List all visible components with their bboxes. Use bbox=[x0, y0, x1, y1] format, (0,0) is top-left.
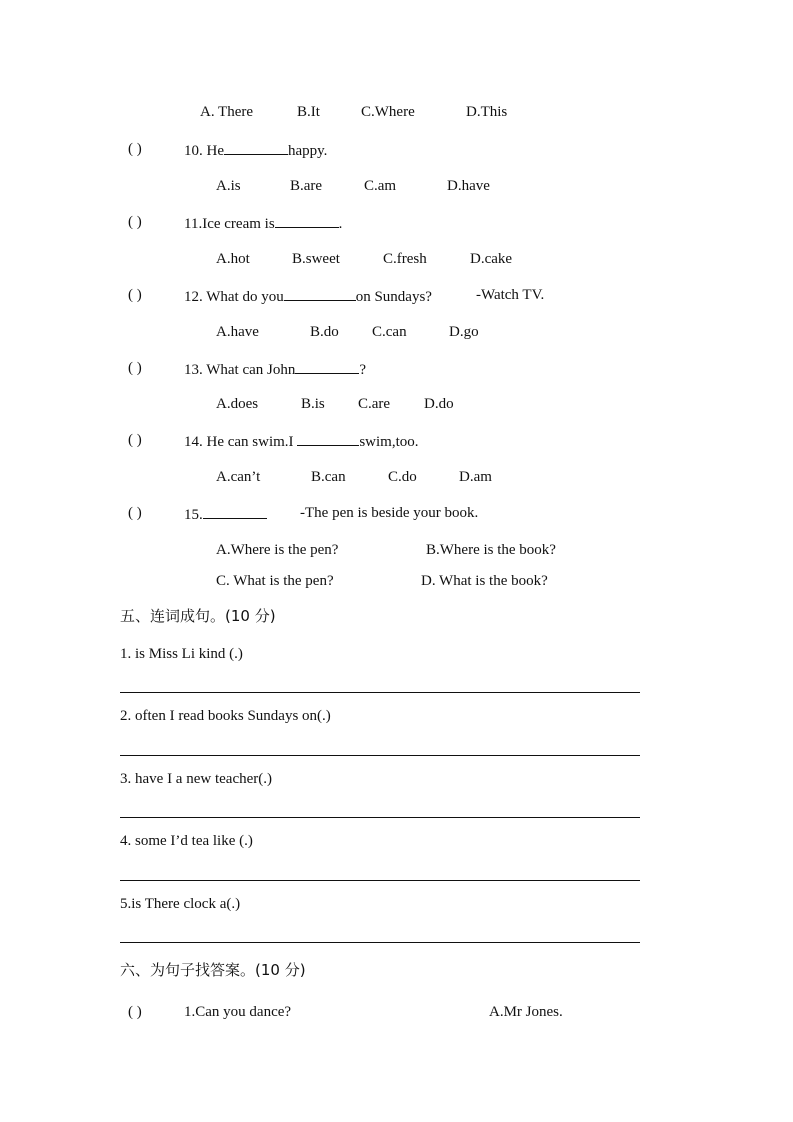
q10-option-b: B.are bbox=[290, 178, 323, 194]
q11-text-pre: Ice cream is bbox=[202, 216, 275, 232]
q12-option-d: D.go bbox=[449, 324, 479, 340]
q11-number: 11. bbox=[184, 216, 203, 232]
q11-question bbox=[184, 213, 342, 233]
q10-question bbox=[184, 140, 327, 160]
section6-q1-text: 1.Can you dance? bbox=[184, 1004, 292, 1020]
section5-item-3: 3. have I a new teacher(.) bbox=[120, 771, 272, 787]
q11-text-post: . bbox=[338, 216, 343, 232]
q14-option-b: B.can bbox=[311, 469, 346, 485]
q14-number: 14. bbox=[184, 434, 203, 450]
q11-option-b: B.sweet bbox=[292, 251, 340, 267]
section5-answer-line-4[interactable] bbox=[120, 880, 640, 881]
q13-question bbox=[184, 359, 366, 379]
q15-response: -The pen is beside your book. bbox=[300, 505, 479, 521]
q12-option-a: A.have bbox=[216, 324, 259, 340]
section6-title: 六、为句子找答案。(10 分) bbox=[120, 961, 306, 979]
q13-option-c: C.are bbox=[358, 396, 391, 412]
q15-answer-paren[interactable]: ( ) bbox=[128, 505, 142, 521]
q10-option-c: C.am bbox=[364, 178, 397, 194]
q11-blank[interactable] bbox=[275, 213, 339, 228]
q13-blank[interactable] bbox=[295, 359, 359, 374]
q12-blank[interactable] bbox=[284, 286, 356, 301]
section5-answer-line-1[interactable] bbox=[120, 692, 640, 693]
q14-question bbox=[184, 431, 419, 451]
q12-response: -Watch TV. bbox=[476, 287, 545, 303]
q11-option-d: D.cake bbox=[470, 251, 513, 267]
q11-option-c: C.fresh bbox=[383, 251, 427, 267]
q12-number: 12. bbox=[184, 289, 203, 305]
q14-text-post: swim,too. bbox=[359, 434, 419, 450]
q14-blank[interactable] bbox=[297, 431, 359, 446]
section6-match-a: A.Mr Jones. bbox=[489, 1004, 563, 1020]
section5-item-5: 5.is There clock a(.) bbox=[120, 896, 241, 912]
q9-option-a: A. There bbox=[200, 104, 254, 120]
q13-text-pre: What can John bbox=[206, 362, 296, 378]
q14-text-pre: He can swim.I bbox=[206, 434, 294, 450]
q15-option-b: B.Where is the book? bbox=[426, 542, 556, 558]
q14-answer-paren[interactable]: ( ) bbox=[128, 432, 142, 448]
q15-option-c: C. What is the pen? bbox=[216, 573, 334, 589]
section5-answer-line-2[interactable] bbox=[120, 755, 640, 756]
section5-title: 五、连词成句。(10 分) bbox=[120, 607, 276, 625]
q9-option-d: D.This bbox=[466, 104, 508, 120]
q10-answer-paren[interactable]: ( ) bbox=[128, 141, 142, 157]
section6-q1-answer-paren[interactable]: ( ) bbox=[128, 1004, 142, 1020]
q9-option-c: C.Where bbox=[361, 104, 415, 120]
q13-answer-paren[interactable]: ( ) bbox=[128, 360, 142, 376]
q10-text-post: happy. bbox=[288, 143, 328, 159]
q10-blank[interactable] bbox=[224, 140, 288, 155]
q14-option-c: C.do bbox=[388, 469, 417, 485]
q10-option-a: A.is bbox=[216, 178, 241, 194]
q13-option-d: D.do bbox=[424, 396, 454, 412]
q14-option-a: A.can’t bbox=[216, 469, 261, 485]
q9-option-b: B.It bbox=[297, 104, 320, 120]
section5-item-2: 2. often I read books Sundays on(.) bbox=[120, 708, 331, 724]
q10-number: 10. bbox=[184, 143, 203, 159]
q13-option-a: A.does bbox=[216, 396, 259, 412]
q12-answer-paren[interactable]: ( ) bbox=[128, 287, 142, 303]
q12-option-c: C.can bbox=[372, 324, 407, 340]
q14-option-d: D.am bbox=[459, 469, 492, 485]
section5-answer-line-5[interactable] bbox=[120, 942, 640, 943]
q10-option-d: D.have bbox=[447, 178, 490, 194]
section5-item-4: 4. some I’d tea like (.) bbox=[120, 833, 253, 849]
q12-option-b: B.do bbox=[310, 324, 339, 340]
q13-text-post: ? bbox=[359, 362, 367, 378]
q12-question bbox=[184, 286, 432, 306]
q15-blank[interactable] bbox=[203, 504, 267, 519]
q11-option-a: A.hot bbox=[216, 251, 250, 267]
q15-option-a: A.Where is the pen? bbox=[216, 542, 339, 558]
q13-number: 13. bbox=[184, 362, 203, 378]
q15-number: 15. bbox=[184, 507, 203, 523]
q10-text-pre: He bbox=[206, 143, 224, 159]
q13-option-b: B.is bbox=[301, 396, 325, 412]
q12-text-post: on Sundays? bbox=[355, 289, 432, 305]
section5-item-1: 1. is Miss Li kind (.) bbox=[120, 646, 243, 662]
q11-answer-paren[interactable]: ( ) bbox=[128, 214, 142, 230]
q15-option-d: D. What is the book? bbox=[421, 573, 548, 589]
section5-answer-line-3[interactable] bbox=[120, 817, 640, 818]
q15-question bbox=[184, 504, 267, 524]
q12-text-pre: What do you bbox=[206, 289, 284, 305]
